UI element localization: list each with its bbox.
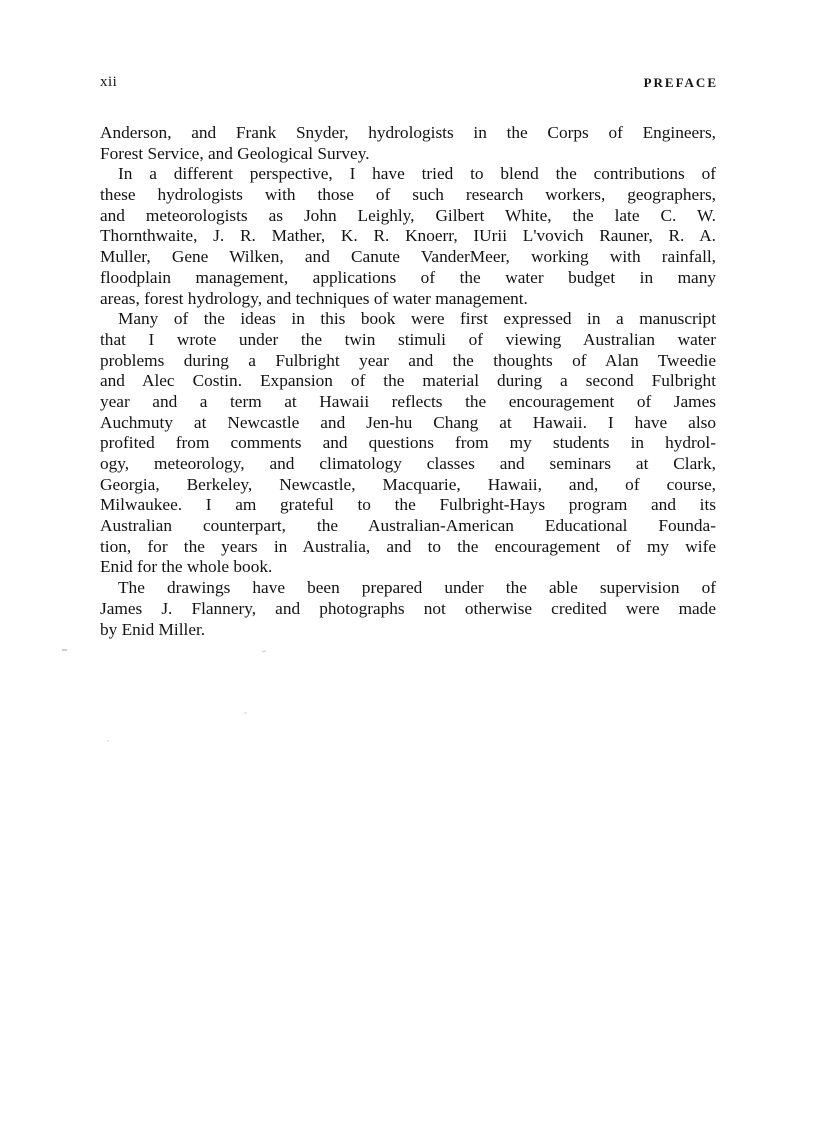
text-line: Thornthwaite, J. R. Mather, K. R. Knoerr, IUrii L'vovich Rauner, R. A. [100,226,716,246]
text-line: The drawings have been prepared under the able supervision of [118,578,716,598]
text-line: problems during a Fulbright year and the thoughts of Alan Tweedie [100,350,716,370]
text-line: by Enid Miller. [100,619,206,639]
text-line: In a different perspective, I have tried to blend the contributions of [118,164,716,184]
section-title: PREFACE [643,75,718,90]
running-head [100,74,720,96]
text-line: Georgia, Berkeley, Newcastle, Macquarie, Hawaii, and, of course, [100,474,716,494]
text-line: profited from comments and questions from my students in hydrol- [100,433,716,453]
text-line: these hydrologists with those of such research workers, geographers, [100,185,716,205]
text-line: Forest Service, and Geological Survey. [100,143,370,163]
text-line: Enid for the whole book. [100,557,273,577]
text-line: Auchmuty at Newcastle and Jen-hu Chang at Hawaii. I have also [100,412,716,432]
text-line: Milwaukee. I am grateful to the Fulbright-Hays program and its [100,495,716,515]
text-line: James J. Flannery, and photographs not otherwise credited were made [100,598,716,618]
text-line: floodplain management, applications of the water budget in many [100,267,716,287]
text-line: areas, forest hydrology, and techniques of water management. [100,288,528,308]
text-line: year and a term at Hawaii reflects the encouragement of James [100,391,716,411]
preface-text [100,123,716,640]
text-line: Anderson, and Frank Snyder, hydrologists in the Corps of Engineers, [100,123,716,142]
text-line: and meteorologists as John Leighly, Gilbert White, the late C. W. [100,205,716,225]
text-line: that I wrote under the twin stimuli of viewing Australian water [100,329,716,349]
text-line: Many of the ideas in this book were first expressed in a manuscript [118,309,716,329]
text-line: Australian counterpart, the Australian-American Educational Founda- [100,516,716,536]
text-line: ogy, meteorology, and climatology classes and seminars at Clark, [100,454,716,473]
text-line: tion, for the years in Australia, and to the encouragement of my wife [100,536,716,556]
text-line: Muller, Gene Wilken, and Canute VanderMeer, working with rainfall, [100,247,716,267]
text-line: and Alec Costin. Expansion of the material during a second Fulbright [100,371,716,391]
page-number: xii [100,74,118,90]
scan-speck [262,651,266,652]
